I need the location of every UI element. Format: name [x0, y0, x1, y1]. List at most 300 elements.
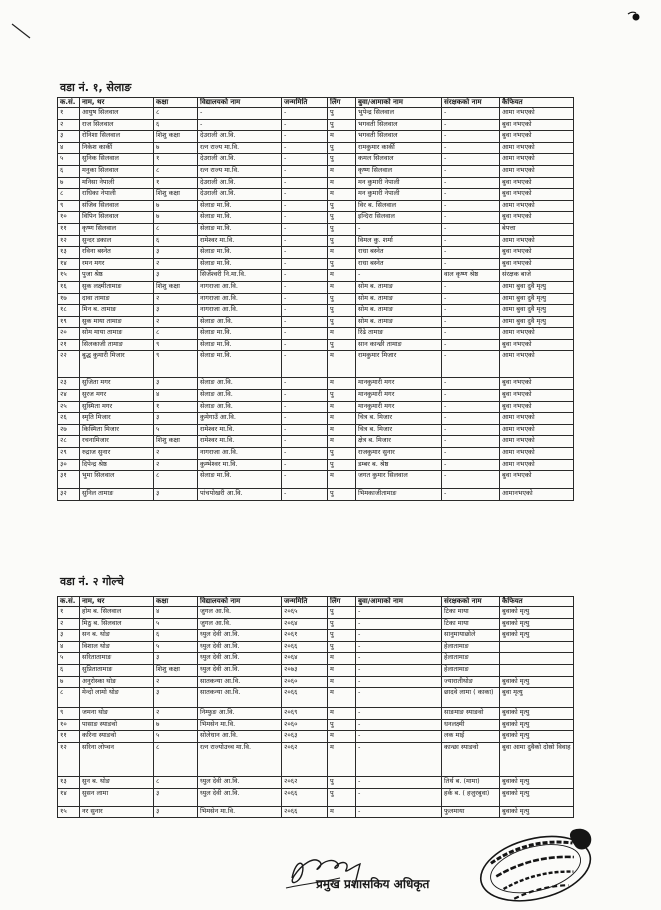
- cell-guardian: -: [442, 212, 500, 224]
- cell-remarks: आमा नभएको: [500, 235, 574, 247]
- cell-gender: पु: [328, 339, 356, 351]
- cell-class: १: [154, 401, 198, 413]
- cell-guardian: छादवे लामा ( काका): [442, 688, 500, 708]
- cell-remarks: [500, 653, 574, 665]
- cell-class: ७: [154, 212, 198, 224]
- cell-class: ९: [154, 351, 198, 378]
- cell-school: सोलेधान आ.वि.: [198, 731, 282, 743]
- table-row: [58, 165, 574, 177]
- cell-guardian: कान्छा स्याङवो: [442, 742, 500, 776]
- header-remarks: कैफियत: [500, 98, 574, 108]
- cell-name: सरितातामाङ: [80, 653, 154, 665]
- table-row: [58, 676, 574, 688]
- cell-class: शिशु कक्षा: [154, 436, 198, 448]
- cell-dob: -: [282, 293, 328, 305]
- cell-guardian: लक माई: [442, 731, 500, 743]
- cell-parent: -: [356, 742, 442, 776]
- cell-sn: ९: [58, 708, 80, 720]
- cell-parent: विर ब. सिलवाल: [356, 200, 442, 212]
- cell-gender: पु: [328, 258, 356, 270]
- header-parent: बुवा/आमाको नाम: [356, 98, 442, 108]
- cell-school: सेलाङ मा.वि.: [198, 212, 282, 224]
- cell-name: राधिका नेपाली: [80, 189, 154, 201]
- cell-sn: १५: [58, 270, 80, 282]
- cell-dob: -: [282, 212, 328, 224]
- cell-class: ५: [154, 641, 198, 653]
- cell-parent: -: [356, 806, 442, 818]
- cell-sn: ३२: [58, 489, 80, 501]
- table-row: [58, 742, 574, 776]
- cell-guardian: -: [442, 154, 500, 166]
- cell-class: १: [154, 177, 198, 189]
- cell-sn: ९: [58, 200, 80, 212]
- cell-class: ६: [154, 235, 198, 247]
- table-row: [58, 200, 574, 212]
- cell-school: रत्न राज्य मा.वि.: [198, 165, 282, 177]
- cell-remarks: आमा नभएको: [500, 328, 574, 340]
- cell-remarks: आमा नभएको: [500, 154, 574, 166]
- table-row: [58, 223, 574, 235]
- cell-gender: म: [328, 742, 356, 776]
- cell-guardian: साङमाङ स्याङवो: [442, 708, 500, 720]
- table-row: [58, 413, 574, 425]
- cell-guardian: -: [442, 489, 500, 501]
- cell-gender: पु: [328, 316, 356, 328]
- cell-school: जुगल आ.वि.: [198, 618, 282, 630]
- cell-school: पांचपोखरी आ.वि.: [198, 489, 282, 501]
- ward1-header-row: [58, 98, 574, 108]
- cell-guardian: -: [442, 142, 500, 154]
- cell-gender: पु: [328, 235, 356, 247]
- table-row: [58, 131, 574, 143]
- cell-dob: -: [282, 471, 328, 489]
- cell-dob: -: [282, 200, 328, 212]
- cell-sn: २९: [58, 448, 80, 460]
- cell-remarks: बुवा नभएको: [500, 131, 574, 143]
- cell-gender: पु: [328, 212, 356, 224]
- cell-gender: पु: [328, 119, 356, 131]
- cell-remarks: बुवा नभएको: [500, 471, 574, 489]
- cell-dob: -: [282, 351, 328, 378]
- cell-gender: म: [328, 328, 356, 340]
- table-row: [58, 154, 574, 166]
- cell-school: सातकन्या आ.वि.: [198, 688, 282, 708]
- cell-guardian: -: [442, 119, 500, 131]
- cell-remarks: आमा बुवा दुवै मृत्यु: [500, 281, 574, 293]
- cell-parent: रामकुमार मिजार: [356, 351, 442, 378]
- cell-name: आयुष सिलवाल: [80, 108, 154, 120]
- cell-remarks: बुवा नभएको: [500, 390, 574, 402]
- header-sn: क.सं.: [58, 597, 80, 607]
- cell-remarks: बुवा नभएको: [500, 401, 574, 413]
- cell-name: सुस्मिता मगर: [80, 401, 154, 413]
- table-row: [58, 401, 574, 413]
- cell-gender: पु: [328, 142, 356, 154]
- cell-remarks: बुवा मृत्यु: [500, 688, 574, 708]
- header-name: नाम, थर: [80, 98, 154, 108]
- cell-school: रत्न राज्योउच्च मा.वि.: [198, 742, 282, 776]
- cell-class: ३: [154, 489, 198, 501]
- cell-dob: -: [282, 258, 328, 270]
- cell-class: २: [154, 708, 198, 720]
- cell-sn: २०: [58, 328, 80, 340]
- cell-school: -: [198, 108, 282, 120]
- cell-dob: -: [282, 489, 328, 501]
- cell-sn: २: [58, 618, 80, 630]
- cell-gender: पु: [328, 788, 356, 806]
- table-row: [58, 316, 574, 328]
- cell-remarks: बुवा नभएको: [500, 258, 574, 270]
- table-row: [58, 258, 574, 270]
- header-class: कक्षा: [154, 98, 198, 108]
- cell-sn: ३: [58, 131, 80, 143]
- cell-gender: पु: [328, 200, 356, 212]
- cell-guardian: -: [442, 448, 500, 460]
- cell-guardian: -: [442, 401, 500, 413]
- cell-name: सुसन लामा: [80, 788, 154, 806]
- cell-sn: ८: [58, 688, 80, 708]
- table-row: [58, 328, 574, 340]
- header-sn: क.सं.: [58, 98, 80, 108]
- cell-gender: पु: [328, 641, 356, 653]
- cell-class: ८: [154, 223, 198, 235]
- cell-parent: सान कान्छी तामाङ: [356, 339, 442, 351]
- table-row: [58, 653, 574, 665]
- cell-gender: म: [328, 653, 356, 665]
- cell-school: सेलाङ मा.वि.: [198, 351, 282, 378]
- cell-class: ३: [154, 305, 198, 317]
- table-row: [58, 719, 574, 731]
- cell-guardian: -: [442, 235, 500, 247]
- cell-name: सुरज मगर: [80, 390, 154, 402]
- cell-gender: म: [328, 676, 356, 688]
- cell-remarks: आमा नभएको: [500, 436, 574, 448]
- cell-dob: -: [282, 223, 328, 235]
- cell-sn: ४: [58, 142, 80, 154]
- cell-remarks: बुवाको मृत्यु: [500, 607, 574, 619]
- cell-guardian: -: [442, 200, 500, 212]
- cell-guardian: -: [442, 223, 500, 235]
- cell-school: देउराली आ.वि.: [198, 189, 282, 201]
- cell-class: २: [154, 258, 198, 270]
- cell-dob: २०६२: [282, 742, 328, 776]
- cell-name: सुजिता मगर: [80, 378, 154, 390]
- cell-parent: रामकुमार कार्की: [356, 142, 442, 154]
- cell-class: ५: [154, 731, 198, 743]
- cell-name: रविना बस्नेत: [80, 247, 154, 259]
- table-row: [58, 448, 574, 460]
- cell-guardian: -: [442, 108, 500, 120]
- cell-name: सोम माया तामाङ: [80, 328, 154, 340]
- cell-school: भिमसेन मा.वि.: [198, 806, 282, 818]
- cell-parent: भगवती सिलवाल: [356, 119, 442, 131]
- cell-parent: -: [356, 719, 442, 731]
- cell-class: शिशु कक्षा: [154, 189, 198, 201]
- cell-parent: राधा बस्नेत: [356, 258, 442, 270]
- cell-school: नागराजा आ.वि.: [198, 281, 282, 293]
- cell-remarks: बुवाको मृत्यु: [500, 731, 574, 743]
- ward2-title: वडा नं. २ गोल्चे: [60, 575, 124, 588]
- cell-name: निकेश कार्की: [80, 142, 154, 154]
- cell-school: देउराली आ.वि.: [198, 177, 282, 189]
- cell-sn: १३: [58, 776, 80, 788]
- cell-sn: ११: [58, 223, 80, 235]
- cell-sn: १२: [58, 235, 80, 247]
- cell-guardian: -: [442, 281, 500, 293]
- cell-guardian: -: [442, 258, 500, 270]
- cell-class: ८: [154, 742, 198, 776]
- cell-class: ६: [154, 119, 198, 131]
- cell-sn: १०: [58, 212, 80, 224]
- table-row: [58, 142, 574, 154]
- table-row: [58, 247, 574, 259]
- cell-gender: म: [328, 731, 356, 743]
- cell-guardian: -: [442, 424, 500, 436]
- ward2-header-row: [58, 597, 574, 607]
- cell-dob: २०६९: [282, 708, 328, 720]
- cell-name: सुन ब. थोङ: [80, 776, 154, 788]
- cell-class: ३: [154, 688, 198, 708]
- cell-school: सिर्जेश्वरी नि.मा.वि.: [198, 270, 282, 282]
- cell-school: निम्फुङ आ.वि.: [198, 708, 282, 720]
- cell-school: सेलाङ आ.वि.: [198, 378, 282, 390]
- cell-gender: म: [328, 436, 356, 448]
- cell-parent: राधा बस्नेत: [356, 247, 442, 259]
- cell-class: ८: [154, 471, 198, 489]
- cell-gender: म: [328, 177, 356, 189]
- cell-gender: म: [328, 664, 356, 676]
- cell-dob: २०६६: [282, 806, 328, 818]
- cell-dob: २०६६: [282, 641, 328, 653]
- cell-guardian: -: [442, 413, 500, 425]
- cell-name: संजिव सिलवाल: [80, 200, 154, 212]
- header-remarks: कैफियत: [500, 597, 574, 607]
- cell-dob: -: [282, 316, 328, 328]
- table-row: [58, 806, 574, 818]
- table-row: [58, 471, 574, 489]
- cell-remarks: बुवाको मृत्यु: [500, 708, 574, 720]
- cell-remarks: आमा नभएको: [500, 351, 574, 378]
- cell-remarks: आमा नभएको: [500, 413, 574, 425]
- cell-school: देउराली आ.वि.: [198, 131, 282, 143]
- cell-parent: -: [356, 664, 442, 676]
- cell-class: ३: [154, 788, 198, 806]
- cell-guardian: -: [442, 131, 500, 143]
- cell-parent: सोम ब. तामाङ: [356, 281, 442, 293]
- cell-school: सेलाङ आ.वि.: [198, 390, 282, 402]
- cell-remarks: बुवा नभएको: [500, 378, 574, 390]
- cell-name: रमन मगर: [80, 258, 154, 270]
- cell-name: सुक लक्ष्मीतामाङ: [80, 281, 154, 293]
- cell-sn: १०: [58, 719, 80, 731]
- cell-school: सेलाङ मा.वि.: [198, 471, 282, 489]
- header-guardian: संरक्षकको नाम: [442, 98, 500, 108]
- cell-sn: ३०: [58, 459, 80, 471]
- cell-dob: २०६१: [282, 630, 328, 642]
- cell-name: सुनिक सिलवाल: [80, 154, 154, 166]
- cell-guardian: -: [442, 378, 500, 390]
- cell-gender: पु: [328, 719, 356, 731]
- cell-gender: म: [328, 281, 356, 293]
- cell-class: २: [154, 676, 198, 688]
- cell-school: सेलाङ आ.वि.: [198, 316, 282, 328]
- ward1-table: [57, 97, 574, 501]
- cell-class: ४: [154, 390, 198, 402]
- cell-class: ४: [154, 607, 198, 619]
- cell-sn: १३: [58, 247, 80, 259]
- cell-dob: -: [282, 177, 328, 189]
- cell-sn: २३: [58, 378, 80, 390]
- cell-remarks: बुवाको मृत्यु: [500, 719, 574, 731]
- cell-parent: सोम ब. तामाङ: [356, 293, 442, 305]
- cell-guardian: हेलातामाङ: [442, 641, 500, 653]
- table-row: [58, 189, 574, 201]
- cell-dob: २०६४: [282, 618, 328, 630]
- cell-dob: -: [282, 119, 328, 131]
- cell-guardian: -: [442, 390, 500, 402]
- cell-gender: पु: [328, 776, 356, 788]
- cell-school: सेलाङ मा.वि.: [198, 339, 282, 351]
- cell-sn: १२: [58, 742, 80, 776]
- cell-school: भिमसेन मा.वि.: [198, 719, 282, 731]
- table-row: [58, 177, 574, 189]
- cell-remarks: आमा नभएको: [500, 459, 574, 471]
- table-row: [58, 351, 574, 378]
- table-row: [58, 119, 574, 131]
- cell-dob: -: [282, 328, 328, 340]
- cell-gender: म: [328, 165, 356, 177]
- table-row: [58, 776, 574, 788]
- cell-guardian: हेलातामाङ: [442, 664, 500, 676]
- cell-gender: पु: [328, 390, 356, 402]
- header-parent: बुवा/आमाको नाम: [356, 597, 442, 607]
- cell-dob: २०६५: [282, 607, 328, 619]
- cell-school: रामेश्वर मा.वि.: [198, 235, 282, 247]
- cell-guardian: ज्यारातीथोङ: [442, 676, 500, 688]
- cell-guardian: तिर्थ ब. (मामा): [442, 776, 500, 788]
- cell-remarks: बुवा नभएको: [500, 177, 574, 189]
- cell-parent: क्षेत्र ब. मिजार: [356, 436, 442, 448]
- cell-class: ७: [154, 719, 198, 731]
- cell-class: ३: [154, 247, 198, 259]
- cell-guardian: -: [442, 339, 500, 351]
- cell-sn: ५: [58, 653, 80, 665]
- cell-parent: मानकुमारी मगर: [356, 401, 442, 413]
- table-row: [58, 688, 574, 708]
- cell-gender: म: [328, 351, 356, 378]
- table-row: [58, 708, 574, 720]
- cell-school: ध्युल देवी आ.वि.: [198, 653, 282, 665]
- cell-gender: पु: [328, 108, 356, 120]
- cell-school: सेलाङ मा.वि.: [198, 328, 282, 340]
- table-row: [58, 270, 574, 282]
- cell-parent: रिंढे तामाङ: [356, 328, 442, 340]
- cell-parent: -: [356, 688, 442, 708]
- cell-gender: म: [328, 688, 356, 708]
- cell-class: ९: [154, 339, 198, 351]
- cell-sn: १८: [58, 305, 80, 317]
- cell-name: भुमा सिलवाल: [80, 471, 154, 489]
- cell-remarks: बुवा नभएको: [500, 119, 574, 131]
- cell-sn: १४: [58, 788, 80, 806]
- cell-gender: म: [328, 424, 356, 436]
- cell-sn: १: [58, 607, 80, 619]
- office-stamp-image: [473, 822, 603, 910]
- cell-parent: मानकुमारी मगर: [356, 378, 442, 390]
- cell-school: सेलाङ मा.वि.: [198, 223, 282, 235]
- cell-dob: -: [282, 339, 328, 351]
- cell-sn: १६: [58, 281, 80, 293]
- cell-remarks: बुवाको मृत्यु: [500, 806, 574, 818]
- cell-school: ध्युल देवी आ.वि.: [198, 788, 282, 806]
- cell-remarks: [500, 641, 574, 653]
- cell-name: मनिसा नेपाली: [80, 177, 154, 189]
- header-name: नाम, थर: [80, 597, 154, 607]
- cell-gender: म: [328, 708, 356, 720]
- cell-name: होम ब. सिलवाल: [80, 607, 154, 619]
- cell-sn: २६: [58, 413, 80, 425]
- cell-dob: -: [282, 390, 328, 402]
- cell-sn: १९: [58, 316, 80, 328]
- cell-sn: ६: [58, 664, 80, 676]
- cell-parent: डम्बर ब. श्रेष्ठ: [356, 459, 442, 471]
- cell-name: सन ब. थोङ: [80, 630, 154, 642]
- cell-remarks: बुवाको मृत्यु: [500, 618, 574, 630]
- cell-parent: -: [356, 618, 442, 630]
- table-row: [58, 212, 574, 224]
- cell-name: करिना स्याङवो: [80, 731, 154, 743]
- cell-sn: २४: [58, 390, 80, 402]
- table-row: [58, 788, 574, 806]
- cell-dob: -: [282, 281, 328, 293]
- cell-gender: म: [328, 270, 356, 282]
- cell-name: मनुका सिलवाल: [80, 165, 154, 177]
- cell-guardian: -: [442, 351, 500, 378]
- cell-school: रामेश्वर मा.वि.: [198, 424, 282, 436]
- cell-gender: म: [328, 189, 356, 201]
- cell-parent: -: [356, 270, 442, 282]
- cell-parent: कमल सिलवाल: [356, 154, 442, 166]
- cell-name: जमना थोङ: [80, 708, 154, 720]
- cell-name: स्मृति मिजार: [80, 413, 154, 425]
- header-gender: लिंग: [328, 597, 356, 607]
- cell-name: सुन्दर डकाल: [80, 235, 154, 247]
- cell-school: ध्युल देवी आ.वि.: [198, 630, 282, 642]
- cell-school: जुगल आ.वि.: [198, 607, 282, 619]
- cell-school: ध्युल देवी आ.वि.: [198, 641, 282, 653]
- cell-class: १: [154, 154, 198, 166]
- cell-class: ७: [154, 142, 198, 154]
- cell-dob: -: [282, 154, 328, 166]
- cell-class: शिशु कक्षा: [154, 281, 198, 293]
- cell-name: नर सुनार: [80, 806, 154, 818]
- cell-parent: -: [356, 788, 442, 806]
- cell-remarks: आमा नभएको: [500, 108, 574, 120]
- header-class: कक्षा: [154, 597, 198, 607]
- cell-remarks: आमा नभएको: [500, 142, 574, 154]
- cell-parent: राजकुमार सुनार: [356, 448, 442, 460]
- cell-guardian: -: [442, 471, 500, 489]
- cell-school: सेलाङ मा.वि.: [198, 258, 282, 270]
- cell-name: राज सिलवाल: [80, 119, 154, 131]
- cell-sn: ५: [58, 154, 80, 166]
- cell-parent: -: [356, 776, 442, 788]
- cell-remarks: आमा नभएको: [500, 448, 574, 460]
- cell-remarks: बुवाको मृत्यु: [500, 630, 574, 642]
- table-row: [58, 281, 574, 293]
- cell-class: ३: [154, 270, 198, 282]
- table-row: [58, 390, 574, 402]
